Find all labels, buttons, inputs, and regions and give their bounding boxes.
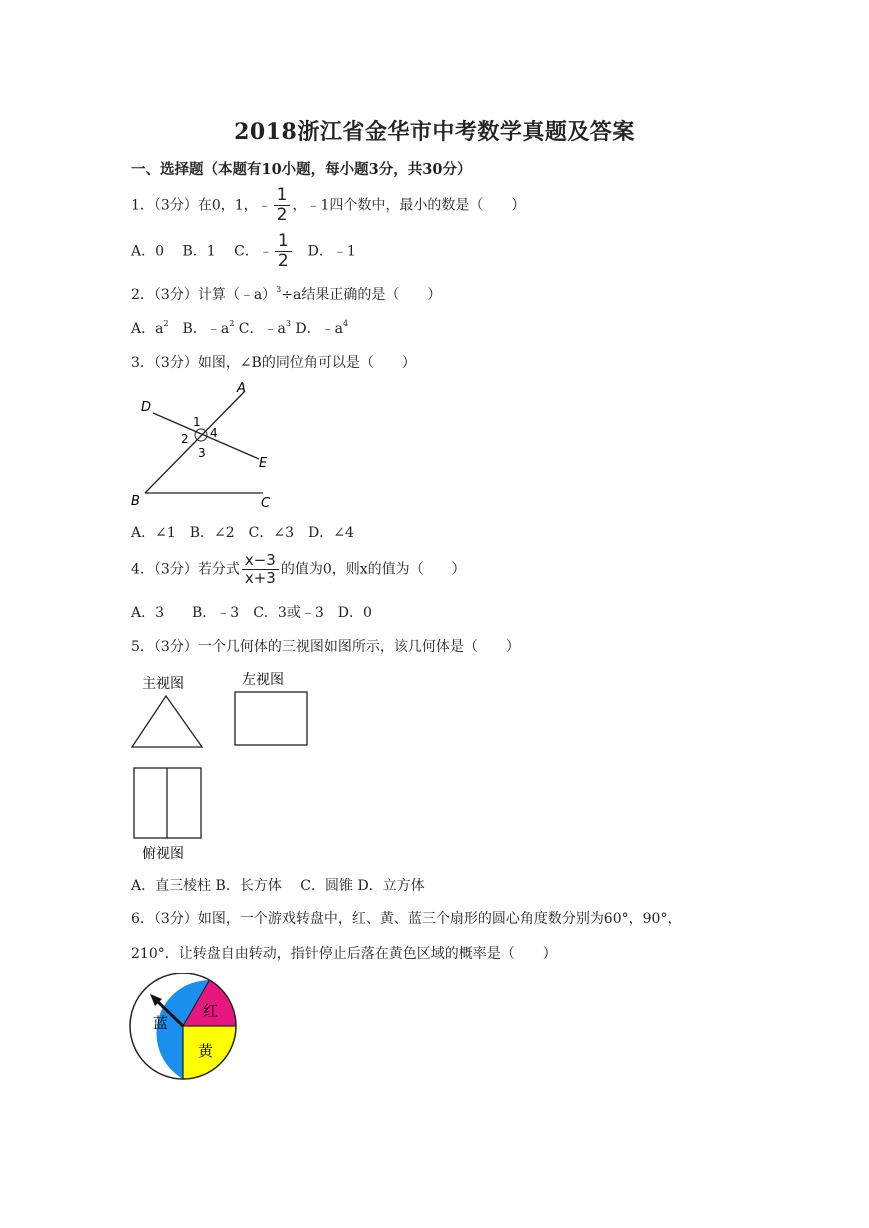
fraction-denominator: x+3 (244, 569, 276, 587)
question-1-options-b: D．﹣1 (293, 243, 356, 260)
exponent: 4 (342, 319, 349, 328)
line-de (153, 413, 259, 459)
left-view-label: 左视图 (242, 672, 284, 688)
question-1-options-a: A．0 B．1 C．﹣ (131, 243, 273, 260)
question-2-stem-b: ÷a结果正确的是（ ） (281, 287, 442, 303)
option-d: D．﹣a (290, 321, 343, 337)
exponent: 3 (276, 285, 282, 294)
fraction-denominator: 2 (277, 251, 289, 271)
label-angle-3: 3 (198, 446, 206, 460)
three-views-figure (128, 668, 318, 863)
option-b: B．﹣a (168, 321, 230, 337)
question-1-stem-b: ，﹣1四个数中，最小的数是（ ） (292, 197, 526, 214)
exponent: 3 (285, 319, 291, 328)
option-c: C．﹣a (234, 321, 286, 337)
question-5-options: A．直三棱柱 B．长方体 C．圆锥 D．立方体 (131, 878, 425, 894)
top-view-label: 俯视图 (142, 846, 184, 862)
label-angle-2: 2 (181, 432, 189, 446)
spinner-figure (128, 973, 243, 1085)
left-view-rectangle (235, 692, 307, 745)
exponent: 2 (229, 319, 235, 328)
question-4-options: A．3 B．﹣3 C．3或﹣3 D．0 (131, 605, 372, 621)
fraction-denominator: 2 (276, 205, 288, 225)
line-ba (145, 391, 245, 493)
page-title: 2018浙江省金华市中考数学真题及答案 (234, 119, 635, 145)
label-angle-1: 1 (193, 415, 201, 429)
question-1-fraction (274, 187, 291, 224)
angle-figure (125, 375, 285, 515)
label-b: B (131, 494, 140, 509)
label-angle-4: 4 (210, 426, 218, 440)
fraction-numerator: x−3 (242, 553, 279, 570)
question-4-fraction (242, 553, 279, 586)
question-3-stem: 3．（3分）如图，∠B的同位角可以是（ ） (131, 355, 416, 371)
question-6-stem-line-1: 6．（3分）如图，一个游戏转盘中，红、黄、蓝三个扇形的圆心角度数分别为60°，90°， (131, 911, 682, 927)
label-a: A (237, 381, 246, 396)
question-2-stem-a: 2．（3分）计算（﹣a） (131, 287, 277, 303)
front-view-label: 主视图 (142, 676, 184, 692)
yellow-sector-label: 黄 (198, 1042, 214, 1060)
question-1-stem-a: 1．（3分）在0，1，﹣ (131, 197, 272, 214)
question-4-stem-a: 4．（3分）若分式 (131, 561, 240, 578)
question-5-stem: 5．（3分）一个几何体的三视图如图所示，该几何体是（ ） (131, 639, 520, 655)
question-1-options (131, 233, 356, 270)
label-d: D (141, 400, 152, 415)
question-4-stem-b: 的值为0，则x的值为（ ） (280, 561, 466, 578)
label-c: C (261, 496, 271, 511)
question-2-options (131, 318, 348, 338)
question-6-stem-line-2: 210°．让转盘自由转动，指针停止后落在黄色区域的概率是（ ） (131, 946, 557, 962)
front-view-triangle (132, 696, 202, 747)
question-1 (131, 187, 525, 224)
question-3-options: A．∠1 B．∠2 C．∠3 D．∠4 (131, 525, 354, 541)
blue-sector-label: 蓝 (153, 1014, 169, 1032)
question-2 (131, 284, 441, 304)
label-e: E (259, 456, 268, 471)
red-sector-label: 红 (203, 1002, 219, 1020)
fraction-numerator: 1 (274, 187, 291, 206)
exponent: 2 (163, 319, 169, 328)
question-4 (131, 553, 466, 586)
section-heading: 一、选择题（本题有10小题，每小题3分，共30分） (131, 161, 472, 178)
question-1-option-fraction (275, 233, 292, 270)
option-a: A．a (131, 321, 164, 337)
fraction-numerator: 1 (275, 233, 292, 252)
